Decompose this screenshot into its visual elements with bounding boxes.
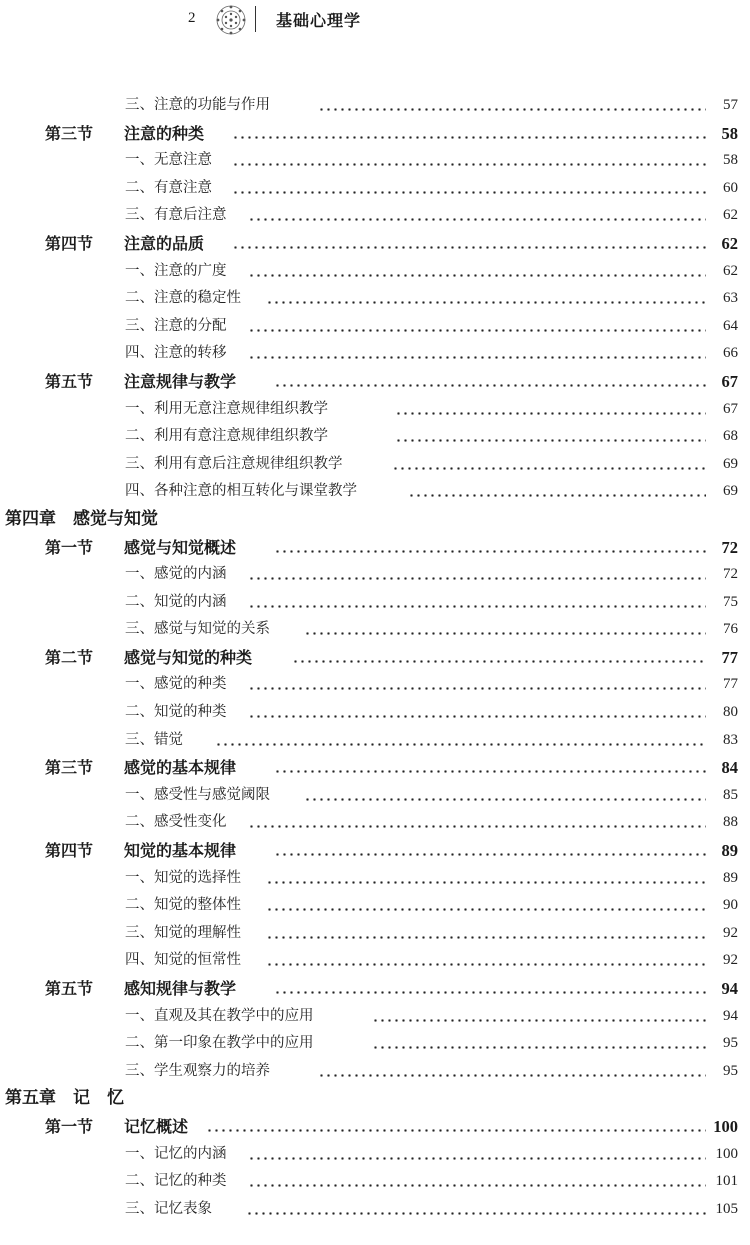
entry-title: 二、记忆的种类 [125, 1168, 231, 1196]
toc-subsection-entry [0, 313, 750, 341]
dot-leader [248, 356, 706, 359]
dot-leader [232, 246, 706, 249]
page-reference: 89 [719, 837, 739, 865]
entry-title: 三、记忆表象 [125, 1196, 216, 1224]
page-reference: 101 [713, 1168, 739, 1196]
dot-leader [248, 825, 706, 828]
entry-title: 知觉的基本规律 [124, 837, 240, 865]
entry-title: 一、利用无意注意规律组织教学 [125, 396, 332, 424]
entry-title: 四、各种注意的相互转化与课堂教学 [125, 478, 361, 506]
page-reference: 67 [719, 368, 739, 396]
page-reference: 85 [720, 782, 738, 810]
toc-subsection-entry [0, 423, 750, 451]
entry-title: 一、记忆的内涵 [125, 1141, 231, 1169]
entry-title: 三、感觉与知觉的关系 [125, 616, 274, 644]
page-reference: 92 [720, 947, 738, 975]
dot-leader [318, 1074, 706, 1077]
dot-leader [266, 963, 706, 966]
entry-title: 注意的品质 [124, 230, 208, 258]
dot-leader [274, 991, 706, 994]
toc-chapter-heading [0, 506, 750, 534]
toc-subsection-entry [0, 202, 750, 230]
page-reference: 63 [720, 285, 738, 313]
toc-subsection-entry [0, 589, 750, 617]
page-reference: 100 [710, 1113, 738, 1141]
entry-title: 四、知觉的恒常性 [125, 947, 245, 975]
page-reference: 94 [720, 1003, 738, 1031]
entry-title: 二、感受性变化 [125, 809, 231, 837]
page-reference: 105 [713, 1196, 739, 1224]
entry-title: 感觉与知觉的种类 [124, 644, 256, 672]
dot-leader [304, 632, 706, 635]
chapter-title: 第四章 感觉与知觉 [5, 506, 162, 534]
entry-title: 二、利用有意注意规律组织教学 [125, 423, 332, 451]
dot-leader [248, 1184, 706, 1187]
page-number: 2 [188, 10, 196, 26]
entry-title: 二、知觉的种类 [125, 699, 231, 727]
entry-title: 三、注意的分配 [125, 313, 231, 341]
entry-title: 感知规律与教学 [124, 975, 240, 1003]
entry-title: 三、学生观察力的培养 [125, 1058, 274, 1086]
toc-section-entry [0, 368, 750, 396]
dot-leader [248, 687, 706, 690]
dot-leader [246, 1212, 706, 1215]
toc-subsection-entry [0, 699, 750, 727]
dot-leader [395, 412, 706, 415]
page-reference: 77 [720, 671, 738, 699]
toc-subsection-entry [0, 451, 750, 479]
toc-subsection-entry [0, 920, 750, 948]
page-reference: 72 [719, 534, 739, 562]
toc-subsection-entry [0, 285, 750, 313]
entry-title: 二、知觉的内涵 [125, 589, 231, 617]
dot-leader [215, 743, 706, 746]
dot-leader [248, 1157, 706, 1160]
entry-title: 一、感受性与感觉阈限 [125, 782, 274, 810]
dot-leader [266, 936, 706, 939]
book-title: 基础心理学 [276, 11, 362, 30]
page-reference: 62 [719, 230, 739, 258]
entry-title: 三、注意的功能与作用 [125, 92, 274, 120]
dot-leader [248, 218, 706, 221]
section-number: 第一节 [45, 1116, 94, 1136]
entry-title: 一、无意注意 [125, 147, 216, 175]
page-reference: 69 [720, 478, 738, 506]
section-number: 第一节 [45, 537, 94, 557]
toc-subsection-entry [0, 1196, 750, 1224]
entry-title: 三、有意后注意 [125, 202, 231, 230]
dot-leader [232, 163, 706, 166]
page-reference: 62 [720, 258, 738, 286]
section-number: 第四节 [45, 233, 94, 253]
entry-title: 四、注意的转移 [125, 340, 231, 368]
section-number: 第五节 [45, 371, 94, 391]
entry-title: 一、知觉的选择性 [125, 865, 245, 893]
page-reference: 72 [720, 561, 738, 589]
page-reference: 95 [720, 1058, 738, 1086]
toc-section-entry [0, 837, 750, 865]
dot-leader [372, 1019, 706, 1022]
dot-leader [318, 108, 706, 111]
dot-leader [248, 329, 706, 332]
page-reference: 100 [713, 1141, 739, 1169]
page-reference: 95 [720, 1030, 738, 1058]
toc-section-entry [0, 975, 750, 1003]
entry-title: 注意规律与教学 [124, 368, 240, 396]
page-reference: 88 [720, 809, 738, 837]
entry-title: 三、利用有意后注意规律组织教学 [125, 451, 347, 479]
page-reference: 84 [719, 754, 739, 782]
toc-chapter-heading [0, 1085, 750, 1113]
toc-subsection-entry [0, 1030, 750, 1058]
toc-section-entry [0, 754, 750, 782]
dot-leader [248, 577, 706, 580]
toc-section-entry [0, 230, 750, 258]
page-reference: 68 [720, 423, 738, 451]
dot-leader [206, 1129, 706, 1132]
toc-subsection-entry [0, 396, 750, 424]
toc-subsection-entry [0, 478, 750, 506]
entry-title: 一、感觉的种类 [125, 671, 231, 699]
page-reference: 77 [719, 644, 739, 672]
dot-leader [274, 384, 706, 387]
page-reference: 64 [720, 313, 738, 341]
toc-section-entry [0, 534, 750, 562]
toc-subsection-entry [0, 175, 750, 203]
page-reference: 58 [720, 147, 738, 175]
toc-subsection-entry [0, 1003, 750, 1031]
entry-title: 二、知觉的整体性 [125, 892, 245, 920]
page-reference: 94 [719, 975, 739, 1003]
toc-subsection-entry [0, 1168, 750, 1196]
page-reference: 60 [720, 175, 738, 203]
dot-leader [292, 660, 706, 663]
toc-subsection-entry [0, 782, 750, 810]
dot-leader [274, 853, 706, 856]
page-reference: 83 [720, 727, 738, 755]
entry-title: 一、注意的广度 [125, 258, 231, 286]
section-number: 第四节 [45, 841, 94, 861]
entry-title: 三、错觉 [125, 727, 187, 755]
entry-title: 一、感觉的内涵 [125, 561, 231, 589]
page-reference: 90 [720, 892, 738, 920]
toc-subsection-entry [0, 616, 750, 644]
dot-leader [266, 301, 706, 304]
dot-leader [304, 798, 706, 801]
toc-subsection-entry [0, 947, 750, 975]
toc-section-entry [0, 1113, 750, 1141]
page-reference: 57 [720, 92, 738, 120]
dot-leader [392, 467, 706, 470]
entry-title: 记忆概述 [124, 1113, 192, 1141]
toc-subsection-entry [0, 809, 750, 837]
section-number: 第三节 [45, 123, 94, 143]
toc-subsection-entry [0, 147, 750, 175]
dot-leader [266, 908, 706, 911]
entry-title: 注意的种类 [124, 120, 208, 148]
page-reference: 92 [720, 920, 738, 948]
book-emblem-icon [214, 3, 248, 37]
entry-title: 二、第一印象在教学中的应用 [125, 1030, 318, 1058]
entry-title: 感觉与知觉概述 [124, 534, 240, 562]
section-number: 第三节 [45, 758, 94, 778]
page-reference: 76 [720, 616, 738, 644]
dot-leader [395, 439, 706, 442]
page-reference: 58 [719, 120, 739, 148]
dot-leader [274, 550, 706, 553]
dot-leader [372, 1046, 706, 1049]
toc-subsection-entry [0, 1058, 750, 1086]
toc-subsection-entry [0, 865, 750, 893]
toc-subsection-entry [0, 671, 750, 699]
toc-subsection-entry [0, 92, 750, 120]
page-reference: 89 [720, 865, 738, 893]
dot-leader [232, 136, 706, 139]
toc-subsection-entry [0, 1141, 750, 1169]
toc-subsection-entry [0, 727, 750, 755]
entry-title: 三、知觉的理解性 [125, 920, 245, 948]
toc-subsection-entry [0, 340, 750, 368]
toc-subsection-entry [0, 561, 750, 589]
page-reference: 80 [720, 699, 738, 727]
dot-leader [408, 494, 706, 497]
dot-leader [266, 881, 706, 884]
dot-leader [248, 605, 706, 608]
dot-leader [232, 191, 706, 194]
section-number: 第五节 [45, 979, 94, 998]
page-reference: 66 [720, 340, 738, 368]
page-reference: 67 [720, 396, 738, 424]
section-number: 第二节 [45, 647, 94, 667]
toc-subsection-entry [0, 892, 750, 920]
page-reference: 62 [720, 202, 738, 230]
toc-subsection-entry [0, 258, 750, 286]
dot-leader [248, 715, 706, 718]
dot-leader [274, 770, 706, 773]
chapter-title: 第五章 记 忆 [5, 1085, 128, 1113]
entry-title: 感觉的基本规律 [124, 754, 240, 782]
page-header [0, 0, 750, 40]
page-reference: 75 [720, 589, 738, 617]
entry-title: 二、注意的稳定性 [125, 285, 245, 313]
toc-section-entry [0, 644, 750, 672]
toc-section-entry [0, 120, 750, 148]
page-reference: 69 [720, 451, 738, 479]
entry-title: 一、直观及其在教学中的应用 [125, 1003, 318, 1031]
entry-title: 二、有意注意 [125, 175, 216, 203]
dot-leader [248, 274, 706, 277]
table-of-contents [0, 92, 750, 1223]
header-divider [255, 6, 256, 32]
